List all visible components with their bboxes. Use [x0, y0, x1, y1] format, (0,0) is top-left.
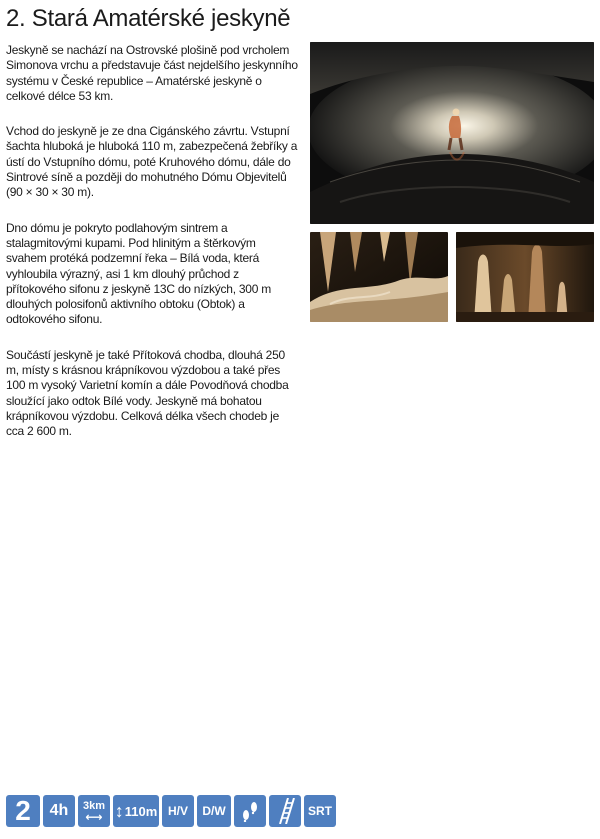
duration-badge: 4h — [43, 795, 75, 827]
depth-badge — [113, 795, 159, 827]
ladder-icon — [269, 795, 301, 827]
paragraph-intro: Jeskyně se nachází na Ostrovské plošině pod vrcholem Simonova vrchu a představuje část nejdelšího jeskynního systému v České republice – Amatérské jeskyně o celkové délce 53 km. — [6, 43, 298, 103]
length-value: 3km — [82, 800, 106, 812]
page-title: 2. Stará Amatérské jeskyně — [6, 5, 291, 32]
icon-legend-row — [6, 795, 336, 827]
cave-photo-stalagmites — [456, 232, 594, 322]
length-badge — [78, 795, 110, 827]
horizontal-arrow-icon: ⟷ — [85, 810, 103, 824]
vertical-arrow-icon: ↕ — [114, 800, 124, 821]
cave-photo-flowstone — [310, 232, 448, 322]
dry-wet-badge: D/W — [197, 795, 231, 827]
paragraph-entrance: Vchod do jeskyně je ze dna Cigánského závrtu. Vstupní šachta hluboká je hluboká 110 m, zabezpečená žebříky a ústí do Vstupního dómu, poté Kruhového dómu, dále do Sintrové síně a později do mohutného Dómu Objevitelů (90 × 30 × 30 m). — [6, 124, 298, 200]
cave-number-badge: 2 — [6, 795, 40, 827]
srt-badge: SRT — [304, 795, 336, 827]
text-column — [6, 43, 298, 460]
horizontal-vertical-badge: H/V — [162, 795, 194, 827]
paragraph-dome-floor: Dno dómu je pokryto podlahovým sintrem a stalagmitovými kupami. Pod hlinitým a štěrkovým svahem protéká podzemní řeka – Bílá voda, která vyhloubila výrazný, asi 1 km dlouhý průchod z přítokového sifonu z jeskyně 13C do nízkých, 300 m dlouhých polosifonů aktivního obtoku (Obtok) a odtokového sifonu. — [6, 220, 271, 327]
cave-photo-main — [310, 42, 594, 224]
depth-value: 110m — [124, 803, 158, 819]
paragraph-corridors: Součástí jeskyně je také Přítoková chodba, dlouhá 250 m, místy s krásnou krápníkovou výzdobou a také přes 100 m vysoký Varietní komín a dále Povodňová chodba sloužící jako odtok Bílé vody. Jeskyně má bohatou krápníkovou výzdobu. Celková délka všech chodeb je cca 2 600 m. — [6, 347, 289, 439]
footprints-icon — [234, 795, 266, 827]
